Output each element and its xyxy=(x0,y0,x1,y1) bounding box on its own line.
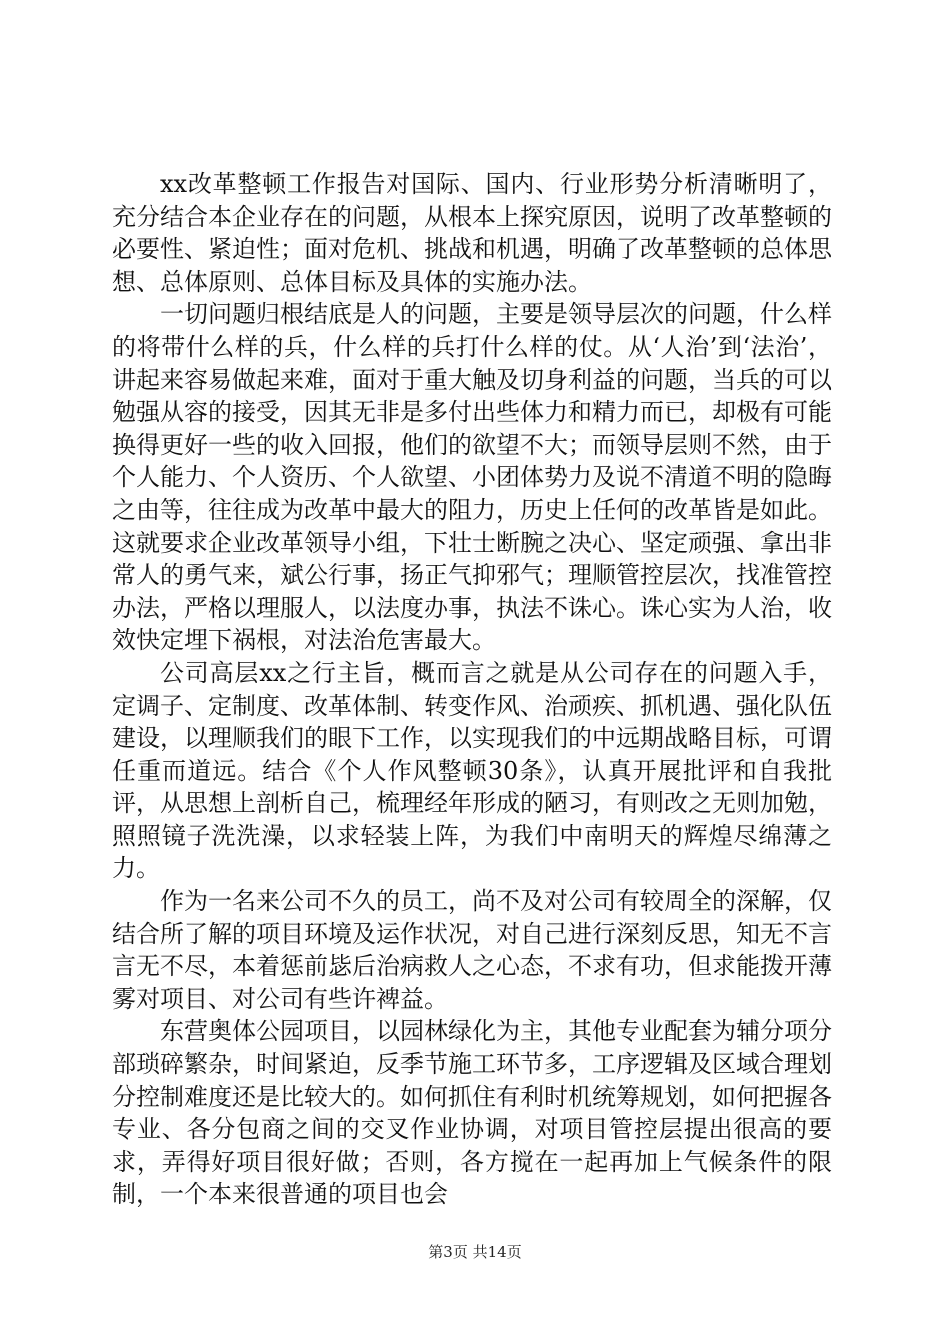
paragraph-project-analysis: 东营奥体公园项目，以园林绿化为主，其他专业配套为辅分项分部琐碎繁杂，时间紧迫，反季节施工环节多，工序逻辑及区域合理划分控制难度还是比较大的。如何抓住有利时机统筹规划，如何把握各专业、各分包商之间的交叉作业协调，对项目管控层提出很高的要求，弄得好项目很好做；否则，各方搅在一起再加上气候条件的限制，一个本来很普通的项目也会 xyxy=(112,1017,832,1209)
paragraph-self-reflection: 作为一名来公司不久的员工，尚不及对公司有较周全的深解，仅结合所了解的项目环境及运作状况，对自己进行深刻反思，知无不言言无不尽，本着惩前毖后治病救人之心态，不求有功，但求能拨开薄雾对项目、对公司有些许裨益。 xyxy=(112,887,832,1013)
paragraph-company-goals: 公司高层xx之行主旨，概而言之就是从公司存在的问题入手，定调子、定制度、改革体制、转变作风、治顽疾、抓机遇、强化队伍建设，以理顺我们的眼下工作，以实现我们的中远期战略目标，可谓任重而道远。结合《个人作风整顿30条》，认真开展批评和自我批评，从思想上剖析自己，梳理经年形成的陋习，有则改之无则加勉，照照镜子洗洗澡，以求轻装上阵，为我们中南明天的辉煌尽绵薄之力。 xyxy=(112,658,832,883)
document-body xyxy=(112,168,832,1211)
paragraph-reform-report: xx改革整顿工作报告对国际、国内、行业形势分析清晰明了，充分结合本企业存在的问题，从根本上探究原因，说明了改革整顿的必要性、紧迫性；面对危机、挑战和机遇，明确了改革整顿的总体思想、总体原则、总体目标及具体的实施办法。 xyxy=(112,170,832,296)
page-number-footer: 第3页 共14页 xyxy=(428,1243,522,1261)
paragraph-leadership-issue: 一切问题归根结底是人的问题，主要是领导层次的问题，什么样的将带什么样的兵，什么样的兵打什么样的仗。从‘人治’到‘法治’，讲起来容易做起来难，面对于重大触及切身利益的问题，当兵的可以勉强从容的接受，因其无非是多付出些体力和精力而已，却极有可能换得更好一些的收入回报，他们的欲望不大；而领导层则不然，由于个人能力、个人资历、个人欲望、小团体势力及说不清道不明的隐晦之由等，往往成为改革中最大的阻力，历史上任何的改革皆是如此。这就要求企业改革领导小组，下壮士断腕之决心、坚定顽强、拿出非常人的勇气来，斌公行事，扬正气抑邪气；理顺管控层次，找准管控办法，严格以理服人，以法度办事，执法不诛心。诛心实为人治，收效快定埋下祸根，对法治危害最大。 xyxy=(112,300,832,655)
